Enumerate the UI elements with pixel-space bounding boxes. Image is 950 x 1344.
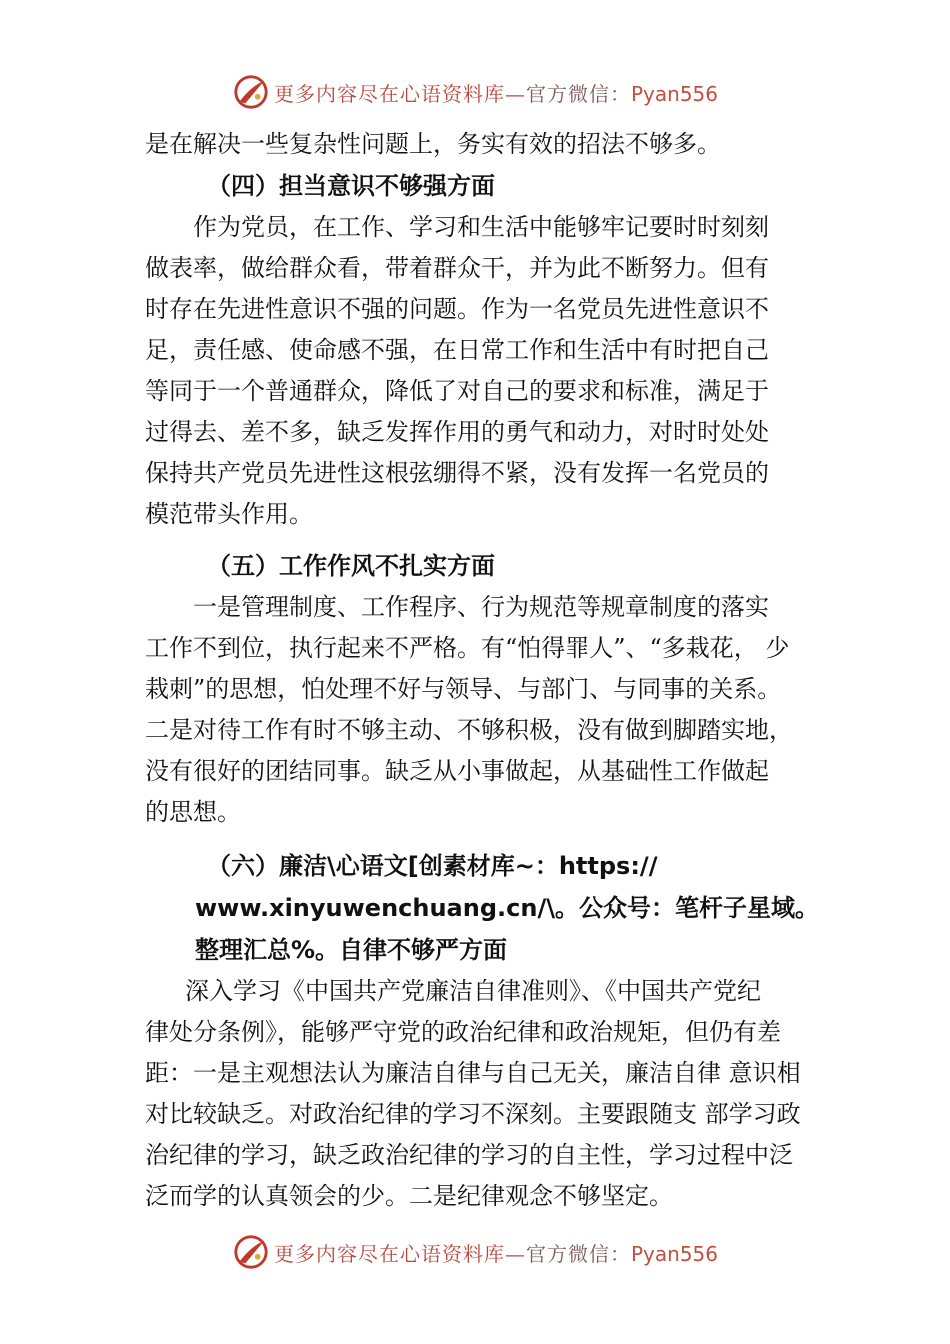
section-heading-4: （四）担当意识不够强方面 [207, 172, 495, 200]
document-body [145, 124, 835, 1217]
section-heading-6-cont: 整理汇总%。自律不够严方面 [195, 936, 508, 964]
text-line: 过得去、差不多，缺乏发挥作用的勇气和动力，对时时处处 [145, 418, 769, 446]
text-line: 的思想。 [145, 798, 241, 826]
text-line: 一是管理制度、工作程序、行为规范等规章制度的落实 [193, 593, 769, 621]
watermark-dash: — [504, 81, 526, 106]
text-line: 距：一是主观想法认为廉洁自律与自己无关，廉洁自律 意识相 [145, 1059, 801, 1087]
text-line: 做表率，做给群众看，带着群众干，并为此不断努力。但有 [145, 254, 769, 282]
brush-logo-icon [232, 1233, 270, 1271]
text-line: 工作不到位，执行起来不严格。有“怕得罪人”、“多栽花， 少 [145, 634, 790, 662]
watermark-account: Pyan556 [630, 1241, 718, 1266]
section-heading-6-cont: www.xinyuwenchuang.cn/\。公众号：笔杆子星域。 [195, 894, 819, 922]
text-line: 二是对待工作有时不够主动、不够积极，没有做到脚踏实地， [145, 716, 793, 744]
text-line: 没有很好的团结同事。缺乏从小事做起，从基础性工作做起 [145, 757, 769, 785]
watermark-text [274, 78, 718, 107]
watermark-main: 更多内容尽在心语资料库 [273, 81, 505, 106]
text-line: 模范带头作用。 [145, 500, 313, 528]
watermark-dash: — [504, 1241, 526, 1266]
text-line: 对比较缺乏。对政治纪律的学习不深刻。主要跟随支 部学习政 [145, 1100, 801, 1128]
text-line: 足，责任感、使命感不强，在日常工作和生活中有时把自己 [145, 336, 769, 364]
text-line: 是在解决一些复杂性问题上，务实有效的招法不够多。 [145, 130, 721, 158]
text-line: 作为党员，在工作、学习和生活中能够牢记要时时刻刻 [193, 213, 769, 241]
watermark-account: Pyan556 [630, 81, 718, 106]
text-line: 等同于一个普通群众，降低了对自己的要求和标准，满足于 [145, 377, 769, 405]
text-line: 深入学习《中国共产党廉洁自律准则》、《中国共产党纪 [185, 977, 761, 1005]
watermark-main: 更多内容尽在心语资料库 [273, 1241, 505, 1266]
section-heading-6: （六）廉洁\心语文[创素材库~：https:// [207, 852, 658, 880]
text-line: 时存在先进性意识不强的问题。作为一名党员先进性意识不 [145, 295, 769, 323]
footer-watermark [0, 1232, 950, 1272]
watermark-wechat-label: 官方微信： [525, 1241, 631, 1266]
text-line: 栽刺”的思想，怕处理不好与领导、与部门、与同事的关系。 [145, 675, 782, 703]
text-line: 治纪律的学习，缺乏政治纪律的学习的自主性，学习过程中泛 [145, 1141, 793, 1169]
text-line: 律处分条例》，能够严守党的政治纪律和政治规矩，但仍有差 [145, 1018, 781, 1046]
watermark-wechat-label: 官方微信： [525, 81, 631, 106]
watermark-text [274, 1238, 718, 1267]
header-watermark [0, 72, 950, 112]
text-line: 泛而学的认真领会的少。二是纪律观念不够坚定。 [145, 1182, 673, 1210]
brush-logo-icon [232, 73, 270, 111]
text-line: 保持共产党员先进性这根弦绷得不紧，没有发挥一名党员的 [145, 459, 769, 487]
section-heading-5: （五）工作作风不扎实方面 [207, 552, 495, 580]
